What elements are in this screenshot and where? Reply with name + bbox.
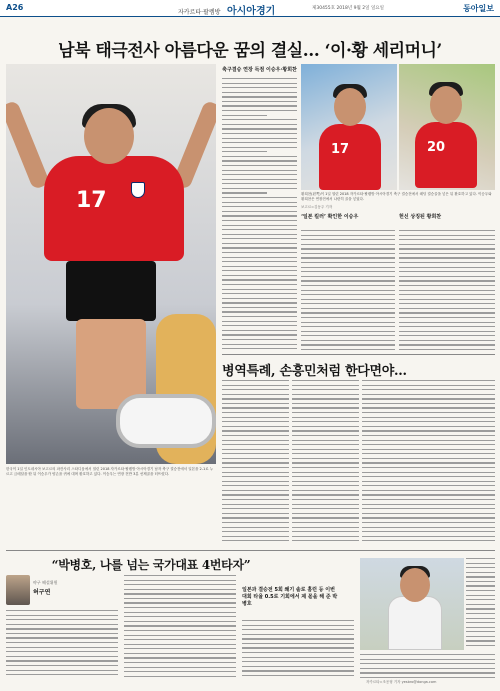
page-number: A26	[6, 3, 24, 12]
column-text-4a	[466, 558, 495, 650]
camera-lens-icon	[116, 394, 216, 448]
right-photo-caption: 황희찬(왼쪽)이 1일 열린 2018 자카르타·팔렘방 아시아경기 축구 결승전에서 헤딩 결승골을 넣은 뒤 환호하고 있다. 이승우와 황희찬은 연장전에서 나란히 골을 넣었다.	[301, 192, 492, 201]
jersey-number: 17	[76, 188, 107, 213]
story-subhead: 축구결승 연장 득점 이승우·황희찬	[222, 67, 297, 73]
photo-lee-seung-woo	[301, 64, 397, 190]
masthead	[0, 0, 500, 17]
player-jersey	[44, 156, 184, 261]
main-headline: 남북 태극전사 아름다운 꿈의 결실… ‘이·황 세리머니’	[58, 41, 442, 61]
player-uniform	[388, 596, 442, 650]
column-text-3	[242, 620, 354, 678]
photo-hwang-hee-chan	[399, 64, 495, 190]
column-heading-left: ‘일본 킬러’ 확인한 이승우	[301, 214, 359, 220]
player-head	[334, 88, 366, 126]
issue-date: 제30455호 2018년 9월 2일 일요일	[312, 6, 384, 11]
section-title	[178, 2, 275, 17]
player-jersey	[319, 124, 381, 190]
story-column-2	[301, 230, 395, 350]
player-head	[430, 86, 462, 124]
story-column-3	[399, 230, 495, 350]
section-divider	[222, 354, 495, 355]
jersey-number: 20	[427, 140, 446, 155]
pull-quote: 일본과 결승전 5회 쐐기 솔로 홈런 등 이번 대회 타율 0.5로 기회에서 제 몫을 해 준 박병호	[242, 587, 338, 607]
player-arm-left	[6, 100, 50, 190]
player-head	[400, 568, 430, 602]
team-badge-icon	[131, 182, 145, 198]
second-story-col-3	[362, 380, 495, 545]
author-photo	[6, 575, 30, 605]
column-text-1	[6, 610, 118, 678]
jersey-number: 17	[331, 142, 350, 157]
newspaper-logo: 동아일보	[463, 4, 494, 13]
footer-credit: 자카르타=조응형 기자 yesbro@donga.com	[366, 680, 437, 684]
section-name: 아시아경기	[226, 6, 276, 17]
column-text-2	[124, 575, 236, 678]
column-heading-right: 헌신 상징된 황희찬	[399, 214, 442, 220]
column-text-4b	[360, 654, 495, 678]
main-photo	[6, 64, 216, 464]
author-title: 야구 해설위원	[33, 580, 58, 585]
player-head	[84, 108, 134, 164]
second-headline: 병역특례, 손흥민처럼 한다면야…	[222, 364, 407, 379]
bottom-divider	[6, 550, 495, 551]
photo-park-byung-ho	[360, 558, 464, 650]
third-headline: “박병호, 나를 넘는 국가대표 4번타자”	[51, 558, 251, 572]
section-subtitle: 자카르타·팔렘방	[178, 9, 221, 16]
second-story-col-2	[292, 380, 359, 545]
photo-credit: 보고르=김동주 기자	[301, 205, 333, 209]
player-jersey	[415, 122, 477, 188]
main-photo-caption: 한국이 1일 인도네시아 보고르의 파칸사리 스타디움에서 열린 2018 자카르타·팔렘방 아시아경기 남자 축구 결승전에서 일본을 2-1로 누르고 금메달을 딴 뒤 이승우가 양손을 귀에 대며 환호하고 있다. 이승우는 연장 전반 3분 선제골을 터뜨렸다.	[6, 467, 214, 476]
player-shorts	[66, 261, 156, 321]
author-name: 허구연	[33, 589, 51, 596]
story-column-1	[222, 78, 297, 353]
second-story-col-1	[222, 380, 289, 545]
